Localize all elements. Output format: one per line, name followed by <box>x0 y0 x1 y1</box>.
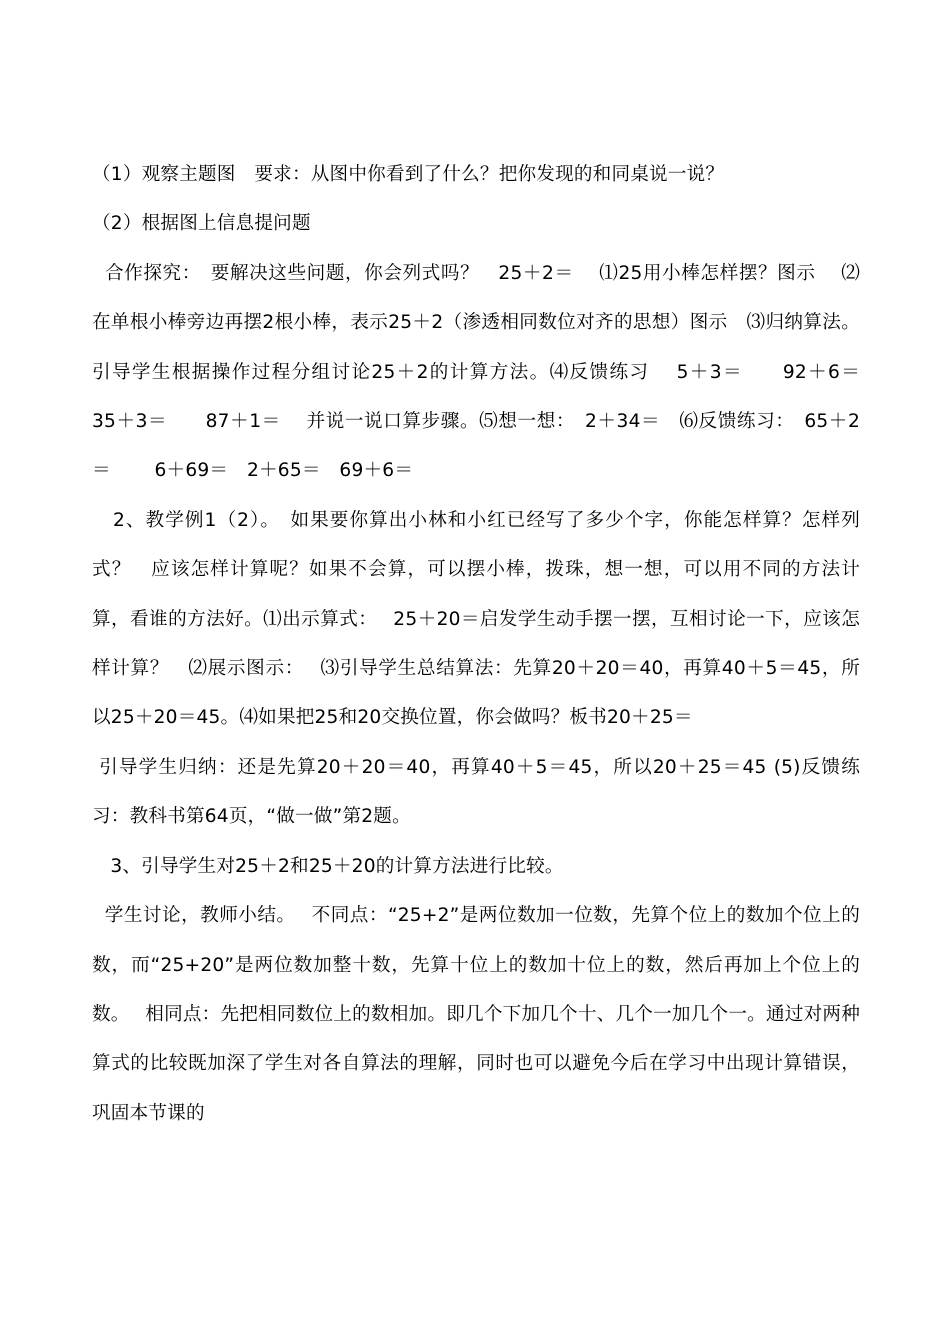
paragraph-teaching-example: 2、教学例1（2）。 如果要你算出小林和小红已经写了多少个字，你能怎样算？怎样列式？ 应该怎样计算呢？如果不会算，可以摆小棒，拨珠，想一想，可以用不同的方法计算，看谁的方法好。⑴出示算式： 25＋20＝启发学生动手摆一摆，互相讨论一下，应该怎样计算？ ⑵展示图示： ⑶引导学生总结算法：先算20＋20＝40，再算40＋5＝45，所以25＋20＝45。⑷如果把25和20交换位置，你会做吗？板书20＋25＝ <box>92 509 860 729</box>
document-body <box>92 150 898 1138</box>
paragraph-compare-methods: 3、引导学生对25＋2和25＋20的计算方法进行比较。 <box>92 855 564 877</box>
paragraph-ask-questions: （2）根据图上信息提问题 <box>92 213 311 235</box>
paragraph-guide-summary: 引导学生归纳：还是先算20＋20＝40，再算40＋5＝45，所以20＋25＝45 (5)反馈练习：教科书第64页，“做一做”第2题。 <box>92 756 860 828</box>
paragraph-observe-picture: （1）观察主题图 要求：从图中你看到了什么？把你发现的和同桌说一说？ <box>92 164 725 185</box>
paragraph-teacher-summary: 学生讨论，教师小结。 不同点：“25+2”是两位数加一位数，先算个位上的数加个位上的数，而“25+20”是两位数加整十数，先算十位上的数加十位上的数，然后再加上个位上的数。 相同点：先把相同数位上的数相加。即几个下加几个十、几个一加几个一。通过对两种算式的比较既加深了学生对各自算法的理解，同时也可以避免今后在学习中出现计算错误，巩固本节课的 <box>92 905 860 1124</box>
paragraph-cooperative-exploration: 合作探究： 要解决这些问题，你会列式吗？ 25＋2＝ ⑴25用小棒怎样摆？图示 ⑵在单根小棒旁边再摆2根小棒，表示25＋2（渗透相同数位对齐的思想）图示 ⑶归纳算法。引导学生根据操作过程分组讨论25＋2的计算方法。⑷反馈练习 5＋3＝ 92＋6＝ 35＋3＝ 87＋1＝ 并说一说口算步骤。⑸想一想： 2＋34＝ ⑹反馈练习： 65＋2＝ 6＋69＝ 2＋65＝ 69＋6＝ <box>92 262 898 482</box>
